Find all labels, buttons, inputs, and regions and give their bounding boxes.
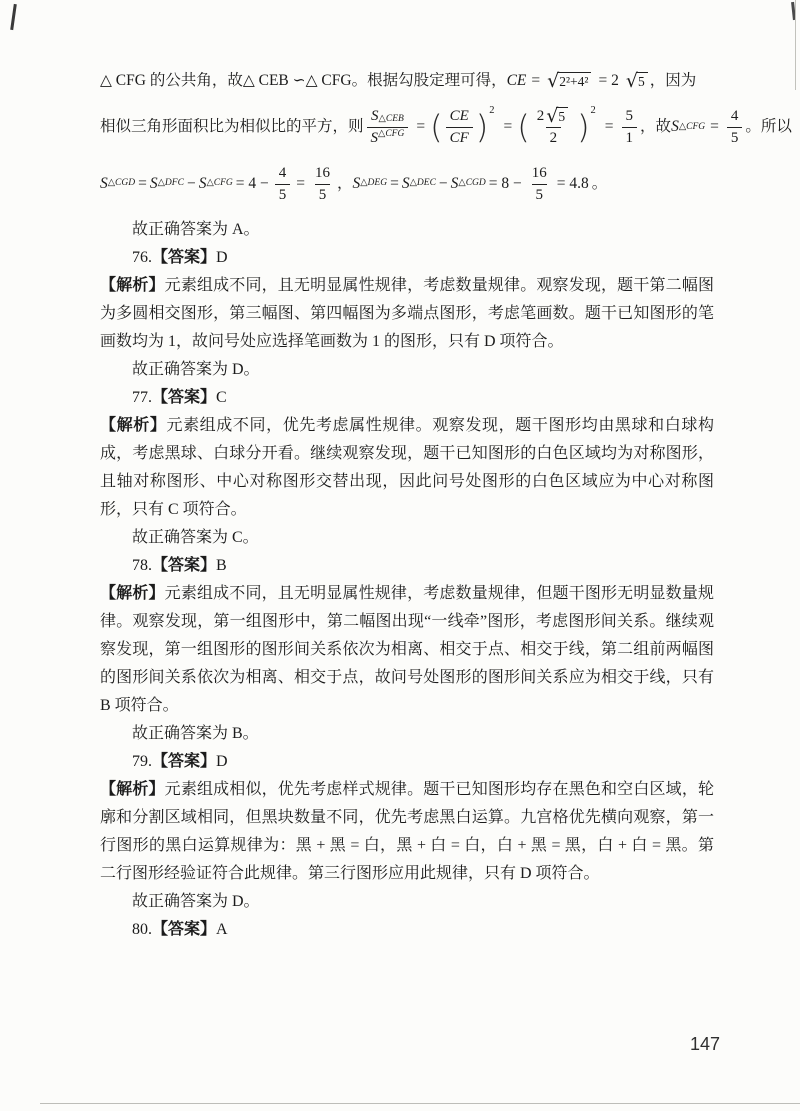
math2-text-after: 。所以 <box>745 118 792 136</box>
answer-heading-76 <box>100 244 714 272</box>
variable-s: S <box>371 108 379 125</box>
equals-sign: = <box>604 118 614 136</box>
equals-sign: = <box>390 174 399 192</box>
subscript: △CGD <box>458 178 486 189</box>
variable-s: S <box>198 174 207 192</box>
variable-s: S <box>370 129 379 146</box>
answer-letter: C <box>216 389 227 407</box>
fraction-16-over-5 <box>311 164 334 205</box>
variable-s: S <box>671 118 679 136</box>
analysis-79 <box>100 776 714 888</box>
conclusion-76: 故正确答案为 D。 <box>132 361 260 379</box>
analysis-label: 【解析】 <box>100 417 167 435</box>
conclusion-75: 故正确答案为 A。 <box>132 221 260 239</box>
fraction-denominator <box>546 127 562 148</box>
analysis-77 <box>100 412 714 524</box>
equals-sign: = <box>710 118 719 136</box>
variable-s: S <box>149 174 158 192</box>
equals-sign: = 4.8 <box>556 174 589 192</box>
answer-heading-78 <box>100 552 714 580</box>
equals-sign: = <box>416 118 426 136</box>
math-line-1 <box>100 72 714 91</box>
square-root <box>626 72 648 91</box>
fraction-5-over-1 <box>622 107 638 148</box>
radicand: 5 <box>556 107 568 125</box>
math2-text-before: 相似三角形面积比为相似比的平方，则 <box>100 118 364 136</box>
scan-artifact-top-left <box>10 4 17 30</box>
period: 。 <box>591 174 608 192</box>
right-paren: ) <box>577 107 590 146</box>
fraction-2sqrt5-over-2 <box>533 107 574 148</box>
question-number: 79. <box>132 753 152 771</box>
variable-ce: CE <box>506 72 527 90</box>
equals-sign: = <box>138 174 147 192</box>
equals-sign: = <box>503 118 513 136</box>
subscript: △CEB <box>378 114 404 124</box>
denominator-value: 2 <box>549 130 558 146</box>
conclusion-79: 故正确答案为 D。 <box>132 893 260 911</box>
fraction-numerator: 16 <box>314 164 330 181</box>
question-number: 78. <box>132 557 152 575</box>
scan-artifact-right-edge <box>795 0 796 90</box>
conclusion-78: 故正确答案为 B。 <box>132 725 259 743</box>
variable-ce: CE <box>449 108 469 125</box>
minus-sign: − <box>438 174 448 192</box>
subscript: △CFG <box>678 121 706 132</box>
variable-s: S <box>100 174 108 192</box>
analysis-label: 【解析】 <box>100 277 165 295</box>
answer-letter: A <box>216 921 228 939</box>
square-root <box>546 107 568 126</box>
scan-artifact-bottom-edge <box>40 1103 800 1104</box>
fraction-area-ratio <box>367 107 409 148</box>
subscript: △DEC <box>409 178 436 189</box>
equals-sign: = 4 − <box>235 174 269 192</box>
math-line-3 <box>100 164 714 205</box>
fraction-denominator: 1 <box>622 127 638 148</box>
fraction-denominator <box>446 127 473 148</box>
radical-icon: √ <box>546 105 559 127</box>
left-paren: ( <box>517 107 530 146</box>
analysis-label: 【解析】 <box>100 781 165 799</box>
left-paren: ( <box>430 107 443 146</box>
fraction-denominator: 5 <box>727 127 743 148</box>
fraction-numerator: 16 <box>531 164 547 181</box>
variable-cf: CF <box>449 129 469 146</box>
answer-letter: B <box>216 557 227 575</box>
answer-label: 【答案】 <box>152 753 217 771</box>
answer-label: 【答案】 <box>152 249 217 267</box>
equals-sign: = <box>531 72 541 90</box>
fraction-16-over-5 <box>528 164 551 205</box>
analysis-text: 元素组成相似，优先考虑样式规律。题干已知图形均存在黑色和空白区域，轮廓和分割区域相同，但黑块数量不同，优先考虑黑白运算。九宫格优先横向观察，第一行图形的黑白运算规律为：黑 + 黑 = 白，黑 + 白 = 白，白 + 黑 = 黑，白 + 白 = 黑。第二行图形经验证符合此规律。第三行图形应用此规律，只有 D 项符合。 <box>100 781 714 883</box>
question-number: 77. <box>132 389 152 407</box>
minus-sign: − <box>186 174 196 192</box>
comma: ， <box>336 174 353 192</box>
answer-heading-77 <box>100 384 714 412</box>
question-number: 80. <box>132 921 152 939</box>
math1-text-after: ，因为 <box>649 72 697 90</box>
page-content <box>100 64 792 944</box>
answer-heading-79 <box>100 748 714 776</box>
fraction-numerator: 5 <box>625 108 634 125</box>
fraction-4-over-5 <box>727 107 743 148</box>
analysis-76 <box>100 272 714 356</box>
fraction-denominator <box>367 127 409 148</box>
subscript: △CFG <box>378 128 405 139</box>
question-number: 76. <box>132 249 152 267</box>
math-line-2 <box>100 105 792 148</box>
conclusion-77: 故正确答案为 C。 <box>132 529 259 547</box>
fraction-4-over-5 <box>275 164 291 205</box>
subscript: △DEG <box>360 178 388 189</box>
math2-text-mid: ，故 <box>640 118 672 136</box>
variable-s: S <box>352 174 361 192</box>
answer-label: 【答案】 <box>152 921 217 939</box>
equals-sign: = 2 <box>598 72 619 90</box>
radical-icon: √ <box>625 70 638 92</box>
fraction-numerator <box>446 107 473 127</box>
equals-sign: = <box>296 174 305 192</box>
answer-letter: D <box>216 753 228 771</box>
fraction-denominator: 5 <box>315 184 331 205</box>
answer-label: 【答案】 <box>152 389 217 407</box>
analysis-label: 【解析】 <box>100 585 165 603</box>
subscript: △CGD <box>107 178 136 189</box>
page-number: 147 <box>689 1034 720 1054</box>
square-root <box>547 72 591 91</box>
variable-s: S <box>401 174 410 192</box>
fraction-denominator: 5 <box>275 184 291 205</box>
fraction-numerator: 4 <box>730 108 739 125</box>
answer-label: 【答案】 <box>152 557 217 575</box>
radicand: 2²+4² <box>557 72 591 90</box>
exponent: 2 <box>489 105 495 116</box>
answer-heading-80 <box>100 916 714 944</box>
analysis-text: 元素组成不同，优先考虑属性规律。观察发现，题干图形均由黑球和白球构成，考虑黑球、白球分开看。继续观察发现，题干已知图形的白色区域均为对称图形，且轴对称图形、中心对称图形交替出现，因此问号处图形的白色区域应为中心对称图形，只有 C 项符合。 <box>100 417 714 519</box>
radicand: 5 <box>636 72 648 90</box>
exponent: 2 <box>590 105 596 116</box>
fraction-denominator: 5 <box>532 184 548 205</box>
equals-sign: = 8 − <box>488 174 522 192</box>
radical-icon: √ <box>547 70 560 92</box>
fraction-numerator <box>533 107 574 127</box>
fraction-numerator: 4 <box>278 164 287 181</box>
fraction-ce-cf <box>446 107 473 148</box>
analysis-text: 元素组成不同，且无明显属性规律，考虑数量规律。观察发现，题干第二幅图为多圆相交图形，第三幅图、第四幅图为多端点图形，考虑笔画数。题干已知图形的笔画数均为 1，故问号处应选择笔画数为 1 的图形，只有 D 项符合。 <box>100 277 714 351</box>
answer-letter: D <box>216 249 228 267</box>
fraction-numerator <box>367 107 408 127</box>
analysis-78 <box>100 580 714 720</box>
right-paren: ) <box>475 107 489 146</box>
analysis-text: 元素组成不同，且无明显属性规律，考虑数量规律，但题干图形无明显数量规律。观察发现，第一组图形中，第二幅图出现“一线牵”图形，考虑图形间关系。继续观察发现，第一组图形的图形间关系依次为相离、相交于点、相交于线，第二组前两幅图的图形间关系依次为相离、相交于点，故问号处图形的图形间关系应为相交于线，只有 B 项符合。 <box>100 585 714 715</box>
subscript: △DFC <box>157 178 184 189</box>
variable-s: S <box>450 174 459 192</box>
subscript: △CFG <box>206 178 233 189</box>
coefficient: 2 <box>536 108 545 125</box>
math1-text-before: △ CFG 的公共角，故△ CEB ∽△ CFG。根据勾股定理可得， <box>100 72 507 90</box>
